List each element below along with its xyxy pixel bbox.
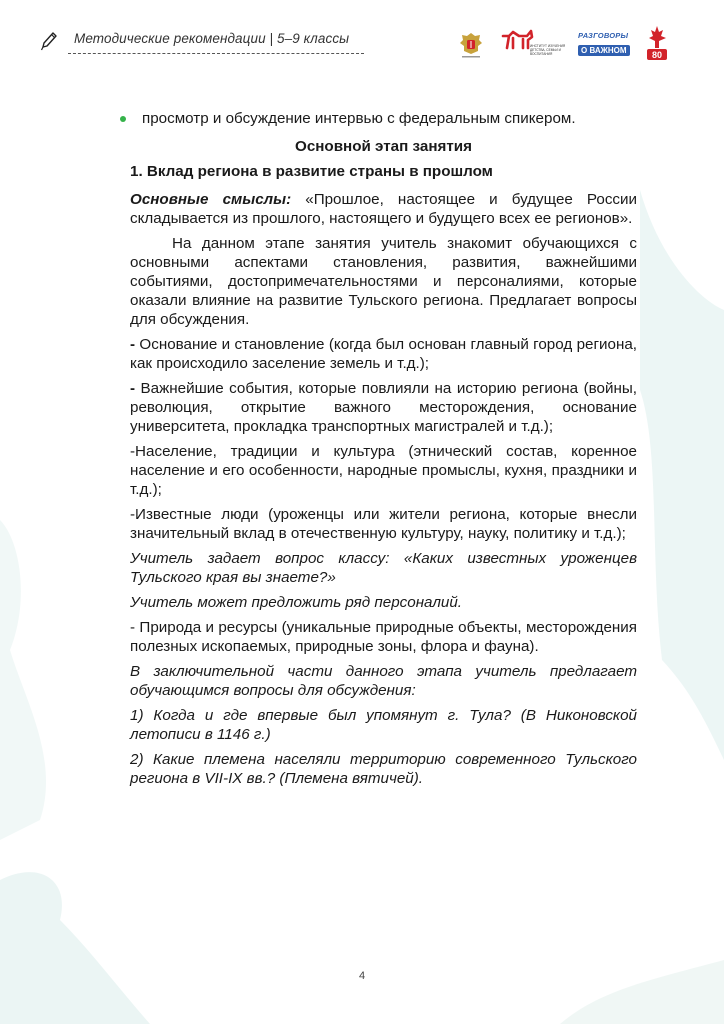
section-heading: 1. Вклад региона в развитие страны в прошлом [130,163,493,180]
institute-caption: ИНСТИТУТ ИЗУЧЕНИЯ ДЕТСТВА, СЕМЬИ И ВОСПИТАНИЯ [530,44,566,56]
bullet-text: просмотр и обсуждение интервью с федеральным спикером. [142,110,576,127]
item-population: -Население, традиции и культура (этнический состав, коренное население и его особенности, народные промыслы, кухня, праздники и т.д.); [130,443,637,498]
intro-paragraph: На данном этапе занятия учитель знакомит обучающихся с основными аспектами становления, развития, важнейшими событиями, достопримечательностями и персоналиями, которые оказали влияние на развитие Тульского региона. Предлагает вопросы для обсуждения. [130,235,637,328]
item-nature: - Природа и ресурсы (уникальные природные объекты, месторождения полезных ископаемых, природные зоны, флора и фауна). [130,619,637,655]
item-text: Основание и становление (когда был основан главный город региона, как происходило заселение земель и т.д.); [130,336,637,372]
teacher-suggestion: Учитель может предложить ряд персоналий. [130,594,463,611]
razgovory-line1: РАЗГОВОРЫ [578,31,629,40]
item-text: Важнейшие события, которые повлияли на историю региона (войны, революция, открытие важного месторождения, основание университета, прокладка транспортных магистралей и т.д.); [130,380,637,435]
page-header [0,0,724,80]
meanings-label: Основные смыслы: [130,191,292,208]
item-famous-people: -Известные люди (уроженцы или жители региона, которые внесли значительный вклад в отечественную культуру, науку, политику и т.д.); [130,506,637,542]
razgovory-logo-icon [578,31,630,57]
question-2: 2) Какие племена населяли территорию современного Тульского региона в VII-IX вв.? (Племена вятичей). [130,751,637,787]
teacher-question: Учитель задает вопрос классу: «Каких известных уроженцев Тульского края вы знаете?» [130,550,637,586]
bullet-dot-icon [120,116,126,122]
victory-80-label: 80 [651,50,663,60]
left-tint-shape [0,520,46,840]
bottom-left-tint-shape [0,872,150,1024]
page-number: 4 [358,970,366,982]
meanings-text: «Прошлое, настоящее и будущее России складывается из прошлого, настоящего и будущего всех ее регионов». [130,191,637,227]
question-1: 1) Когда и где впервые был упомянут г. Тула? (В Никоновской летописи в 1146 г.) [130,707,637,743]
item-dash: - [130,336,136,353]
right-tint-shape [640,190,724,760]
header-divider [68,53,364,54]
item-events [130,379,637,436]
item-dash: - [130,380,136,397]
item-foundation [130,335,637,373]
main-stage-heading: Основной этап занятия [295,138,472,155]
header-title: Методические рекомендации | 5–9 классы [74,31,350,46]
pencil-icon [40,31,58,51]
document-body [130,109,637,794]
meanings-paragraph [130,190,637,228]
razgovory-line2: О ВАЖНОМ [578,45,630,56]
bullet-item [130,109,637,128]
ministry-emblem-icon [458,30,484,60]
victory-80-logo-icon [644,24,670,62]
final-intro: В заключительной части данного этапа учитель предлагает обучающимся вопросы для обсуждения: [130,663,637,699]
